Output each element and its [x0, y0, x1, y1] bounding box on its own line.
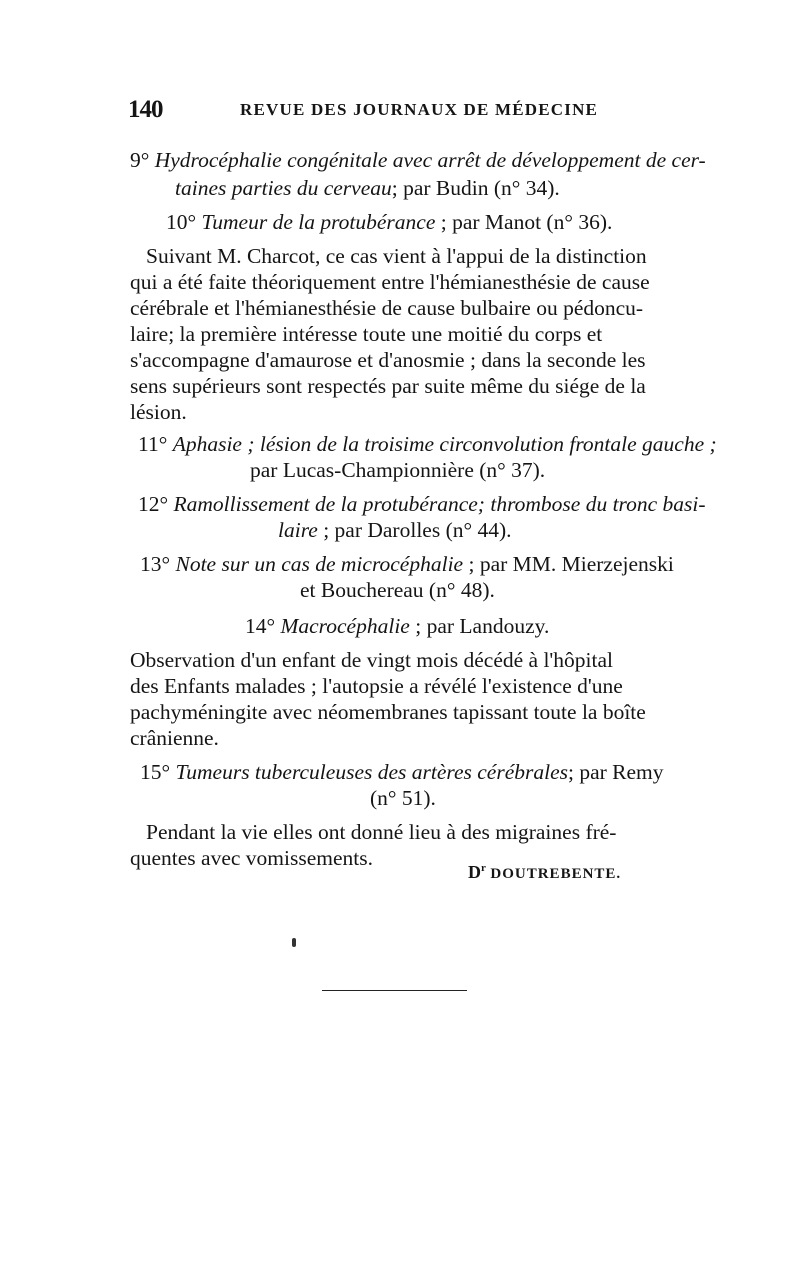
item-15-line-1 — [140, 758, 664, 786]
item-title: Macrocéphalie — [280, 614, 410, 638]
item-11-line-1 — [138, 430, 717, 458]
para-1-line-5: s'accompagne d'amaurose et d'anosmie ; dans la seconde les — [130, 348, 646, 372]
para-2-line-1: Observation d'un enfant de vingt mois décédé à l'hôpital — [130, 648, 614, 672]
para-2-line-3: pachyméningite avec néomembranes tapissant toute la boîte — [130, 700, 646, 724]
item-12-line-1 — [138, 490, 706, 518]
item-number: 11° — [138, 432, 168, 456]
item-author: ; par Landouzy. — [409, 614, 550, 638]
item-title-cont: laire — [278, 518, 318, 542]
para-3-line-2: quentes avec vomissements. — [130, 846, 374, 870]
signature-sup: r — [481, 862, 486, 874]
signature-name: DOUTREBENTE. — [490, 866, 622, 882]
running-title: REVUE DES JOURNAUX DE MÉDECINE — [240, 100, 599, 119]
item-9-line-2 — [175, 174, 560, 202]
item-number: 13° — [140, 552, 171, 576]
para-3-line-1: Pendant la vie elles ont donné lieu à des migraines fré- — [146, 820, 617, 844]
item-13-line-2: et Bouchereau (n° 48). — [300, 578, 495, 602]
item-title: Tumeur de la protubérance — [201, 210, 436, 234]
page-header — [128, 96, 668, 126]
para-2-line-4: crânienne. — [130, 726, 219, 750]
para-1-line-4: laire; la première intéresse toute une moitié du corps et — [130, 322, 603, 346]
signature-prefix: D — [468, 862, 481, 882]
item-author: ; par Remy — [568, 760, 664, 784]
item-author: ; par Darolles (n° 44). — [317, 518, 512, 542]
item-12-line-2 — [278, 516, 512, 544]
item-number: 9° — [130, 148, 150, 172]
author-signature — [468, 862, 621, 883]
item-number: 15° — [140, 760, 171, 784]
item-title: Note sur un cas de microcéphalie — [175, 552, 464, 576]
para-1-line-1: Suivant M. Charcot, ce cas vient à l'appui de la distinction — [146, 244, 647, 268]
item-title: Ramollissement de la protubérance; thrombose du tronc basi- — [173, 492, 706, 516]
para-2-line-2: des Enfants malades ; l'autopsie a révélé l'existence d'une — [130, 674, 623, 698]
item-10-line — [166, 208, 612, 236]
para-1-line-3: cérébrale et l'hémianesthésie de cause bulbaire ou pédoncu- — [130, 296, 644, 320]
item-14-line — [245, 612, 549, 640]
item-number: 10° — [166, 210, 197, 234]
item-author: ; par Manot (n° 36). — [435, 210, 613, 234]
item-author: ; par MM. Mierzejenski — [463, 552, 674, 576]
ink-speck — [292, 938, 296, 947]
item-title: Tumeurs tuberculeuses des artères cérébrales — [175, 760, 568, 784]
item-number: 14° — [245, 614, 276, 638]
end-rule — [322, 990, 467, 991]
item-title-cont: taines parties du cerveau — [175, 176, 392, 200]
item-11-line-2: par Lucas-Championnière (n° 37). — [250, 458, 546, 482]
item-number: 12° — [138, 492, 169, 516]
item-9-line-1 — [130, 146, 706, 174]
item-15-line-2: (n° 51). — [370, 786, 436, 810]
item-13-line-1 — [140, 550, 674, 578]
para-1-line-7: lésion. — [130, 400, 187, 424]
para-1-line-2: qui a été faite théoriquement entre l'hémianesthésie de cause — [130, 270, 650, 294]
page-number: 140 — [128, 96, 163, 123]
item-title: Aphasie ; lésion de la troisime circonvolution frontale gauche ; — [172, 432, 717, 456]
para-1-line-6: sens supérieurs sont respectés par suite même du siége de la — [130, 374, 646, 398]
item-author: ; par Budin (n° 34). — [391, 176, 560, 200]
item-title: Hydrocéphalie congénitale avec arrêt de développement de cer- — [154, 148, 706, 172]
